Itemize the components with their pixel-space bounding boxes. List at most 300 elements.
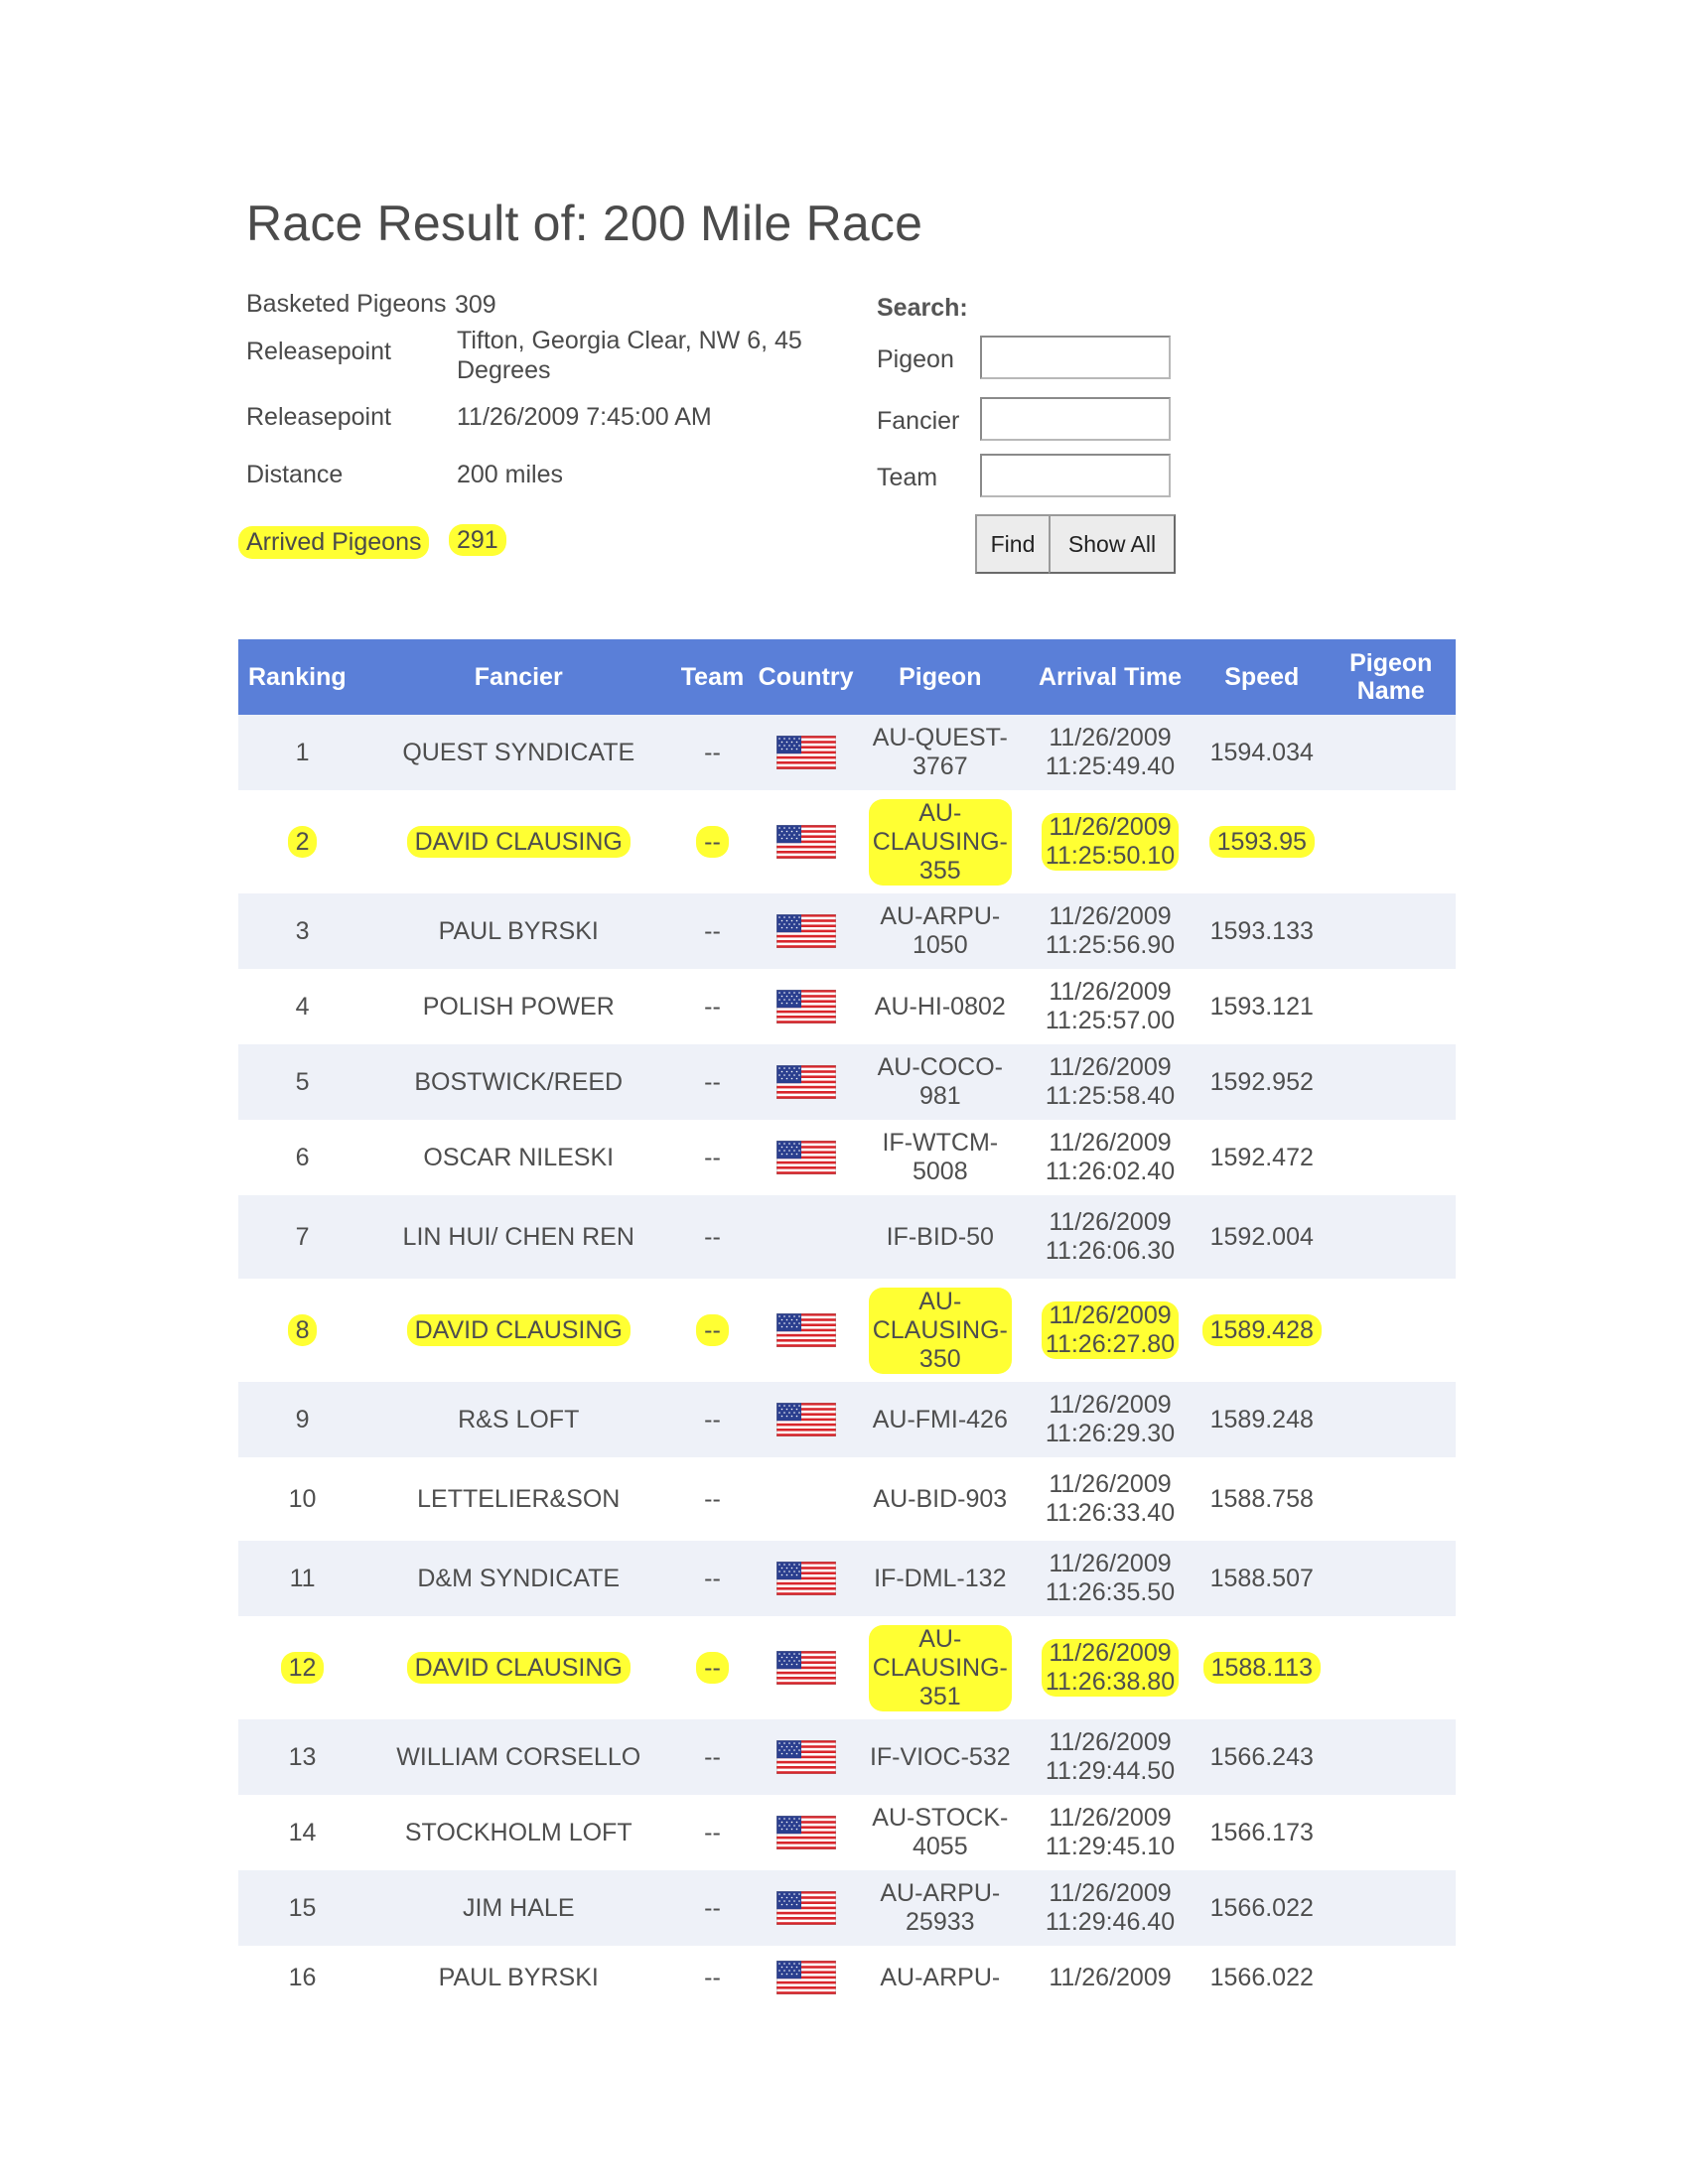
team-search-label: Team [877, 464, 938, 491]
arrival-clock: 11:25:58.40 [1045, 1082, 1176, 1110]
pigeon-id [873, 724, 1008, 780]
team-cell [670, 1719, 754, 1795]
pigeon-name-cell [1327, 1195, 1456, 1279]
pigeon-id [869, 799, 1012, 886]
speed-cell [1197, 1457, 1327, 1541]
pigeon-cell [858, 1719, 1024, 1795]
team-cell [670, 715, 754, 790]
us-flag-icon [776, 736, 836, 769]
speed-cell [1197, 1719, 1327, 1795]
arrival-date: 11/26/2009 [1049, 1208, 1172, 1236]
fancier-cell [366, 1870, 670, 1946]
fancier-search-input[interactable] [980, 397, 1171, 441]
fancier-name: QUEST SYNDICATE [402, 738, 635, 766]
table-row[interactable] [238, 1457, 1456, 1541]
table-row[interactable] [238, 893, 1456, 969]
team-value: -- [704, 992, 721, 1021]
rank-cell [238, 1120, 366, 1195]
pigeon-id [875, 993, 1006, 1021]
pigeon-cell [858, 893, 1024, 969]
speed-value: 1566.173 [1209, 1818, 1314, 1846]
pigeon-id-line2: 981 [918, 1082, 961, 1110]
us-flag-icon [776, 1403, 836, 1436]
rank-cell [238, 1795, 366, 1870]
rank-cell [238, 1946, 366, 2009]
country-cell [755, 1195, 858, 1279]
arrival-time [1046, 1053, 1175, 1110]
rank-cell [238, 715, 366, 790]
speed-value: 1588.113 [1203, 1652, 1321, 1684]
us-flag-icon [776, 1141, 836, 1174]
pigeon-id [870, 1743, 1011, 1771]
team-value: -- [696, 826, 729, 858]
speed-cell [1197, 715, 1327, 790]
country-cell [755, 1541, 858, 1616]
pigeon-search-label: Pigeon [877, 345, 954, 373]
rank-cell [238, 893, 366, 969]
team-cell [670, 1044, 754, 1120]
us-flag-icon [776, 1891, 836, 1925]
rank-value: 8 [288, 1314, 318, 1346]
arrival-time-cell [1023, 1870, 1197, 1946]
speed-cell [1197, 1195, 1327, 1279]
speed-cell [1197, 1120, 1327, 1195]
rank-value: 11 [289, 1564, 316, 1592]
pigeon-name-cell [1327, 1120, 1456, 1195]
team-cell [670, 969, 754, 1044]
team-cell [670, 1870, 754, 1946]
distance-value: 200 miles [457, 461, 563, 488]
pigeon-cell [858, 1195, 1024, 1279]
table-row[interactable] [238, 1616, 1456, 1719]
team-value: -- [704, 1742, 721, 1771]
team-cell [670, 1616, 754, 1719]
speed-value: 1566.022 [1209, 1963, 1314, 1991]
rank-value: 6 [295, 1143, 310, 1171]
pigeon-id-line2: 25933 [906, 1908, 975, 1936]
pigeon-name-cell [1327, 969, 1456, 1044]
fancier-cell [366, 893, 670, 969]
header-pigeon[interactable]: Pigeon [858, 639, 1024, 715]
pigeon-name-cell [1327, 1946, 1456, 2009]
pigeon-id-line2: CLAUSING- [872, 827, 1008, 856]
table-row[interactable] [238, 1044, 1456, 1120]
country-cell [755, 1719, 858, 1795]
team-cell [670, 1457, 754, 1541]
speed-value: 1588.507 [1209, 1564, 1314, 1592]
fancier-cell [366, 1120, 670, 1195]
country-cell [755, 893, 858, 969]
rank-value: 4 [295, 992, 310, 1021]
arrival-time-cell [1023, 1195, 1197, 1279]
results-body [238, 715, 1456, 2009]
rank-value: 14 [288, 1818, 317, 1846]
us-flag-icon [776, 825, 836, 859]
table-row[interactable] [238, 715, 1456, 790]
arrival-date: 11/26/2009 [1049, 1728, 1172, 1756]
header-team[interactable]: Team [670, 639, 754, 715]
country-cell [755, 969, 858, 1044]
arrival-time [1046, 1208, 1175, 1265]
arrival-time [1046, 1129, 1175, 1185]
rank-value: 1 [295, 738, 310, 766]
arrival-time-cell [1023, 1457, 1197, 1541]
pigeon-cell [858, 1279, 1024, 1382]
pigeon-name-cell [1327, 790, 1456, 893]
pigeon-id-line1: AU-ARPU- [880, 1963, 1001, 1991]
header-arrival-time[interactable]: Arrival Time [1023, 639, 1197, 715]
team-cell [670, 1120, 754, 1195]
rank-value: 2 [288, 826, 318, 858]
arrival-time-cell [1023, 790, 1197, 893]
speed-value: 1593.133 [1209, 916, 1314, 945]
team-search-input[interactable] [980, 454, 1171, 497]
arrival-date: 11/26/2009 [1049, 1879, 1172, 1907]
rank-value: 9 [295, 1405, 310, 1433]
arrival-date: 11/26/2009 [1049, 978, 1172, 1006]
pigeon-name-cell [1327, 1279, 1456, 1382]
pigeon-name-cell [1327, 1457, 1456, 1541]
arrival-clock: 11:26:29.30 [1045, 1420, 1176, 1447]
team-value: -- [696, 1652, 729, 1684]
team-value: -- [704, 1222, 721, 1251]
speed-value: 1592.472 [1209, 1143, 1314, 1171]
pigeon-id-line1: AU-COCO- [877, 1053, 1003, 1081]
pigeon-id-line1: AU- [918, 1624, 962, 1653]
country-cell [755, 1795, 858, 1870]
fancier-cell [366, 715, 670, 790]
pigeon-id-line1: AU-FMI-426 [872, 1405, 1008, 1433]
release-time-value: 11/26/2009 7:45:00 AM [457, 403, 712, 431]
release-label: Releasepoint [246, 338, 391, 365]
speed-cell [1197, 1795, 1327, 1870]
fancier-cell [366, 1541, 670, 1616]
team-value: -- [704, 916, 721, 945]
rank-value: 13 [288, 1742, 317, 1771]
pigeon-id [878, 1053, 1003, 1110]
arrival-clock: 11:25:57.00 [1045, 1007, 1176, 1034]
arrival-time [1046, 1804, 1175, 1860]
speed-value: 1588.758 [1209, 1484, 1314, 1513]
speed-cell [1197, 1870, 1327, 1946]
speed-value: 1589.248 [1209, 1405, 1314, 1433]
team-cell [670, 1382, 754, 1457]
arrival-clock: 11:29:46.40 [1045, 1908, 1176, 1936]
team-cell [670, 1279, 754, 1382]
speed-value: 1589.428 [1202, 1314, 1322, 1346]
team-cell [670, 1946, 754, 2009]
arrival-clock: 11:25:50.10 [1045, 842, 1176, 870]
speed-cell [1197, 1946, 1327, 2009]
distance-label: Distance [246, 461, 344, 488]
pigeon-id-line3: 351 [918, 1682, 961, 1710]
team-value: -- [704, 738, 721, 766]
team-cell [670, 1795, 754, 1870]
pigeon-id-line1: AU-ARPU- [880, 902, 1001, 930]
rank-value: 12 [281, 1652, 325, 1684]
arrival-time [1042, 1639, 1179, 1697]
pigeon-cell [858, 1616, 1024, 1719]
arrival-clock: 11:26:38.80 [1045, 1668, 1176, 1696]
arrival-time [1042, 1301, 1179, 1359]
fancier-name: R&S LOFT [458, 1405, 580, 1433]
table-row[interactable] [238, 1719, 1456, 1795]
country-cell [755, 1279, 858, 1382]
pigeon-name-cell [1327, 1616, 1456, 1719]
pigeon-id-line1: AU-ARPU- [880, 1879, 1001, 1907]
pigeon-id [880, 1964, 1000, 1991]
pigeon-cell [858, 969, 1024, 1044]
us-flag-icon [776, 914, 836, 948]
pigeon-id-line1: AU-QUEST- [872, 724, 1008, 751]
arrival-time-cell [1023, 1044, 1197, 1120]
arrival-time [1046, 724, 1175, 780]
fancier-name: JIM HALE [462, 1893, 575, 1922]
pigeon-id [880, 902, 1000, 959]
pigeon-cell [858, 1044, 1024, 1120]
table-row[interactable] [238, 1946, 1456, 2009]
rank-value: 15 [288, 1893, 317, 1922]
pigeon-id-line1: AU-STOCK- [872, 1804, 1009, 1832]
header-pigeon-name-line1: Pigeon [1349, 649, 1433, 677]
pigeon-id [874, 1565, 1006, 1592]
country-cell [755, 1870, 858, 1946]
arrived-count: 291 [449, 524, 506, 556]
arrival-time-cell [1023, 1382, 1197, 1457]
fancier-cell [366, 1795, 670, 1870]
fancier-cell [366, 790, 670, 893]
rank-cell [238, 969, 366, 1044]
pigeon-name-cell [1327, 893, 1456, 969]
pigeon-id [873, 1406, 1008, 1433]
team-value: -- [696, 1314, 729, 1346]
fancier-name: DAVID CLAUSING [407, 1314, 631, 1346]
table-row[interactable] [238, 1279, 1456, 1382]
rank-value: 3 [295, 916, 310, 945]
arrival-time-cell [1023, 1946, 1197, 2009]
arrival-time-cell [1023, 1120, 1197, 1195]
pigeon-id [869, 1625, 1012, 1711]
speed-value: 1592.952 [1209, 1067, 1314, 1096]
arrival-time [1046, 1550, 1175, 1606]
pigeon-name-cell [1327, 1870, 1456, 1946]
pigeon-id [869, 1288, 1012, 1374]
speed-cell [1197, 1616, 1327, 1719]
pigeon-name-cell [1327, 1719, 1456, 1795]
team-cell [670, 1541, 754, 1616]
fancier-cell [366, 1195, 670, 1279]
arrival-clock: 11:26:33.40 [1045, 1499, 1176, 1527]
fancier-name: STOCKHOLM LOFT [404, 1818, 633, 1846]
pigeon-id [872, 1804, 1008, 1860]
pigeon-search-input[interactable] [980, 336, 1171, 379]
fancier-name: DAVID CLAUSING [407, 1652, 631, 1684]
arrival-clock: 11:25:56.90 [1045, 931, 1176, 959]
rank-cell [238, 1044, 366, 1120]
rank-value: 16 [288, 1963, 317, 1991]
arrival-time-cell [1023, 1279, 1197, 1382]
table-row[interactable] [238, 790, 1456, 893]
country-cell [755, 1457, 858, 1541]
pigeon-cell [858, 1382, 1024, 1457]
fancier-name: BOSTWICK/REED [414, 1067, 624, 1096]
fancier-name: LETTELIER&SON [417, 1484, 621, 1513]
country-cell [755, 1120, 858, 1195]
country-cell [755, 790, 858, 893]
fancier-search-label: Fancier [877, 407, 960, 435]
arrival-time [1046, 1728, 1175, 1785]
speed-value: 1593.95 [1209, 826, 1315, 858]
pigeon-id-line1: IF-BID-50 [886, 1222, 994, 1251]
us-flag-icon [776, 990, 836, 1024]
rank-cell [238, 1719, 366, 1795]
find-button[interactable]: Find [975, 514, 1051, 574]
speed-value: 1566.243 [1209, 1742, 1314, 1771]
pigeon-name-cell [1327, 1541, 1456, 1616]
fancier-name: DAVID CLAUSING [407, 826, 631, 858]
pigeon-id-line1: AU- [918, 1287, 962, 1315]
fancier-name: PAUL BYRSKI [438, 916, 599, 945]
results-table [238, 639, 1456, 2009]
pigeon-cell [858, 1946, 1024, 2009]
pigeon-id-line2: 5008 [912, 1158, 968, 1185]
arrival-time [1042, 813, 1179, 871]
fancier-name: LIN HUI/ CHEN REN [402, 1222, 634, 1251]
pigeon-id-line1: AU- [918, 798, 962, 827]
speed-value: 1566.022 [1209, 1893, 1314, 1922]
arrival-date: 11/26/2009 [1049, 1053, 1172, 1081]
speed-cell [1197, 1044, 1327, 1120]
pigeon-id [882, 1129, 998, 1185]
rank-cell [238, 1195, 366, 1279]
pigeon-id-line1: IF-WTCM- [882, 1129, 999, 1157]
pigeon-cell [858, 1795, 1024, 1870]
country-cell [755, 1946, 858, 2009]
pigeon-id-line2: 1050 [912, 931, 968, 959]
us-flag-icon [776, 1313, 836, 1347]
rank-cell [238, 1541, 366, 1616]
us-flag-icon [776, 1065, 836, 1099]
release-label: Releasepoint [246, 403, 391, 431]
team-value: -- [704, 1405, 721, 1433]
pigeon-name-cell [1327, 715, 1456, 790]
rank-value: 10 [288, 1484, 317, 1513]
arrival-time-cell [1023, 1719, 1197, 1795]
speed-cell [1197, 1541, 1327, 1616]
fancier-cell [366, 1382, 670, 1457]
country-cell [755, 1044, 858, 1120]
us-flag-icon [776, 1562, 836, 1595]
arrival-time [1046, 902, 1175, 959]
rank-value: 7 [295, 1222, 310, 1251]
fancier-cell [366, 1044, 670, 1120]
country-cell [755, 715, 858, 790]
header-ranking[interactable]: Ranking [238, 639, 366, 715]
us-flag-icon [776, 1816, 836, 1849]
team-cell [670, 1195, 754, 1279]
rank-cell [238, 790, 366, 893]
team-value: -- [704, 1484, 721, 1513]
fancier-name: POLISH POWER [422, 992, 615, 1021]
arrival-clock: 11:26:06.30 [1045, 1237, 1176, 1265]
release-location-value: Tifton, Georgia Clear, NW 6, 45 Degrees [457, 327, 802, 384]
fancier-name: OSCAR NILESKI [423, 1143, 615, 1171]
arrival-date: 11/26/2009 [1049, 1639, 1172, 1667]
country-cell [755, 1616, 858, 1719]
table-row[interactable] [238, 1382, 1456, 1457]
page-title: Race Result of: 200 Mile Race [246, 196, 923, 251]
speed-cell [1197, 893, 1327, 969]
rank-cell [238, 1279, 366, 1382]
team-value: -- [704, 1067, 721, 1096]
us-flag-icon [776, 1740, 836, 1774]
arrived-label: Arrived Pigeons [238, 526, 429, 559]
arrival-date: 11/26/2009 [1049, 1470, 1172, 1498]
speed-value: 1594.034 [1209, 738, 1314, 766]
table-row[interactable] [238, 1541, 1456, 1616]
header-fancier[interactable]: Fancier [366, 639, 670, 715]
arrival-clock: 11:26:02.40 [1045, 1158, 1176, 1185]
pigeon-id-line2: CLAUSING- [872, 1315, 1008, 1344]
show-all-button[interactable]: Show All [1049, 514, 1176, 574]
rank-cell [238, 1616, 366, 1719]
table-row[interactable] [238, 969, 1456, 1044]
fancier-cell [366, 1946, 670, 2009]
team-cell [670, 893, 754, 969]
pigeon-cell [858, 1870, 1024, 1946]
table-row[interactable] [238, 1195, 1456, 1279]
us-flag-icon [776, 1651, 836, 1685]
arrival-clock: 11:25:49.40 [1045, 752, 1176, 780]
fancier-cell [366, 1457, 670, 1541]
rank-cell [238, 1457, 366, 1541]
arrival-date: 11/26/2009 [1049, 1550, 1172, 1577]
arrival-time-cell [1023, 1541, 1197, 1616]
arrival-date: 11/26/2009 [1049, 1129, 1172, 1157]
table-row[interactable] [238, 1795, 1456, 1870]
table-row[interactable] [238, 1870, 1456, 1946]
speed-cell [1197, 1382, 1327, 1457]
rank-cell [238, 1870, 366, 1946]
arrival-time [1046, 1879, 1175, 1936]
pigeon-id-line1: AU-BID-903 [873, 1484, 1008, 1513]
table-header-row [238, 639, 1456, 715]
team-value: -- [704, 1143, 721, 1171]
header-speed[interactable]: Speed [1197, 639, 1327, 715]
arrival-date: 11/26/2009 [1049, 1963, 1172, 1991]
speed-cell [1197, 1279, 1327, 1382]
table-row[interactable] [238, 1120, 1456, 1195]
arrival-clock: 11:26:27.80 [1045, 1330, 1176, 1358]
pigeon-id-line1: IF-VIOC-532 [869, 1742, 1011, 1771]
header-pigeon-name[interactable] [1327, 639, 1456, 715]
fancier-cell [366, 1719, 670, 1795]
header-pigeon-name-line2: Name [1356, 677, 1425, 705]
country-cell [755, 1382, 858, 1457]
arrival-date: 11/26/2009 [1049, 724, 1172, 751]
team-value: -- [704, 1564, 721, 1592]
header-country[interactable]: Country [755, 639, 858, 715]
arrival-time [1046, 1470, 1175, 1527]
pigeon-cell [858, 715, 1024, 790]
arrival-time-cell [1023, 893, 1197, 969]
pigeon-name-cell [1327, 1795, 1456, 1870]
arrival-clock: 11:26:35.50 [1045, 1578, 1176, 1606]
arrival-date: 11/26/2009 [1049, 813, 1172, 841]
speed-value: 1592.004 [1209, 1222, 1314, 1251]
arrival-time [1049, 1964, 1171, 1991]
pigeon-id-line1: AU-HI-0802 [874, 992, 1006, 1021]
